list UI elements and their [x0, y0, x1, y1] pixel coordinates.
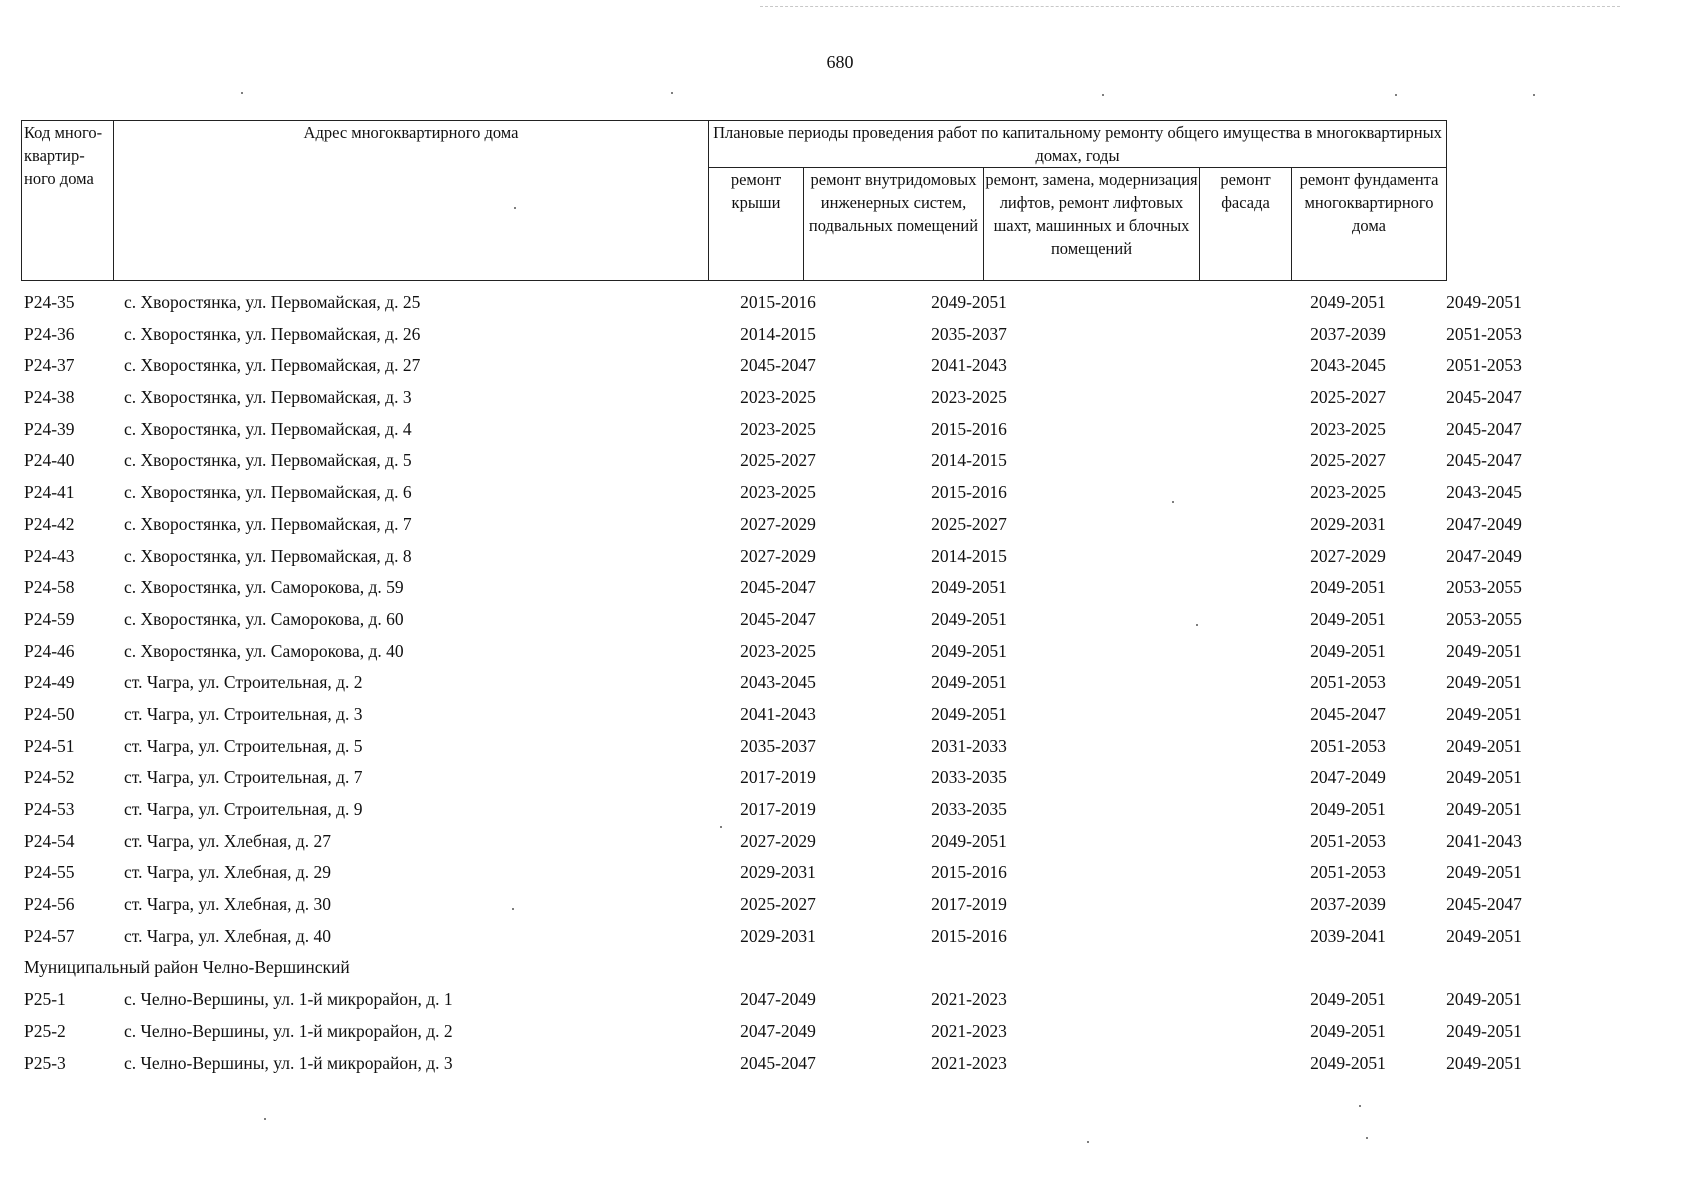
cell-address: с. Челно-Вершины, ул. 1-й микрорайон, д. 1: [124, 989, 453, 1010]
cell-address: ст. Чагра, ул. Хлебная, д. 30: [124, 894, 332, 915]
cell-foundation: 2049-2051: [1446, 925, 1522, 946]
cell-code: Р24-49: [24, 672, 75, 693]
header-roof: ремонт крыши: [709, 168, 804, 281]
scan-speck: [264, 1118, 266, 1120]
cell-engineering: 2049-2051: [931, 830, 1007, 851]
cell-facade: 2045-2047: [1310, 703, 1386, 724]
scan-speck: [1533, 94, 1535, 96]
table-row: [21, 641, 1571, 673]
page-number: 680: [826, 52, 854, 72]
cell-roof: 2025-2027: [740, 450, 816, 471]
cell-address: ст. Чагра, ул. Строительная, д. 7: [124, 767, 363, 788]
scan-speck: [1196, 624, 1198, 626]
cell-facade: 2049-2051: [1310, 577, 1386, 598]
cell-facade: 2049-2051: [1310, 799, 1386, 819]
scan-speck: [1102, 94, 1104, 96]
cell-roof: 2029-2031: [740, 862, 816, 883]
table-row: [21, 831, 1571, 863]
cell-roof: 2029-2031: [740, 925, 816, 946]
cell-address: с. Хворостянка, ул. Саморокова, д. 59: [124, 577, 404, 598]
cell-facade: 2025-2027: [1310, 387, 1386, 408]
cell-code: Р24-58: [24, 577, 75, 598]
cell-foundation: 2049-2051: [1446, 767, 1522, 788]
cell-engineering: 2049-2051: [931, 577, 1007, 598]
table-row: [21, 419, 1571, 451]
cell-engineering: 2015-2016: [931, 482, 1007, 503]
cell-engineering: 2035-2037: [931, 323, 1007, 344]
cell-code: Р24-36: [24, 323, 75, 344]
cell-engineering: 2014-2015: [931, 545, 1007, 566]
cell-address: с. Хворостянка, ул. Первомайская, д. 25: [124, 292, 421, 312]
cell-foundation: 2045-2047: [1446, 387, 1522, 408]
cell-roof: 2017-2019: [740, 799, 816, 819]
cell-roof: 2045-2047: [740, 608, 816, 629]
cell-address: ст. Чагра, ул. Строительная, д. 3: [124, 703, 363, 724]
cell-facade: 2049-2051: [1310, 608, 1386, 629]
table-body: [21, 292, 1571, 1084]
cell-code: Р25-2: [24, 1020, 66, 1041]
cell-roof: 2027-2029: [740, 545, 816, 566]
cell-foundation: 2053-2055: [1446, 608, 1522, 629]
cell-facade: 2039-2041: [1310, 925, 1386, 946]
header-code: Код много-квартир-ного дома: [22, 121, 114, 281]
scan-speck: [1359, 1105, 1361, 1107]
cell-address: ст. Чагра, ул. Хлебная, д. 27: [124, 830, 332, 851]
cell-foundation: 2041-2043: [1446, 830, 1522, 851]
cell-facade: 2049-2051: [1310, 989, 1386, 1010]
cell-address: с. Хворостянка, ул. Первомайская, д. 7: [124, 513, 412, 534]
cell-code: Р24-59: [24, 608, 75, 629]
cell-engineering: 2049-2051: [931, 640, 1007, 661]
header-foundation: ремонт фундамента многоквартирного дома: [1292, 168, 1447, 281]
cell-address: ст. Чагра, ул. Строительная, д. 2: [124, 672, 363, 693]
cell-engineering: 2049-2051: [931, 672, 1007, 693]
cell-engineering: 2021-2023: [931, 1020, 1007, 1041]
scan-speck: [1087, 1141, 1089, 1143]
header-facade: ремонт фасада: [1200, 168, 1292, 281]
cell-engineering: 2023-2025: [931, 387, 1007, 408]
table-row: [21, 989, 1571, 1021]
cell-code: Р24-57: [24, 925, 75, 946]
cell-code: Р24-50: [24, 703, 75, 724]
cell-foundation: 2049-2051: [1446, 703, 1522, 724]
cell-engineering: 2021-2023: [931, 1052, 1007, 1073]
table-row: [21, 1053, 1571, 1085]
cell-roof: 2023-2025: [740, 482, 816, 503]
section-row: [21, 957, 1571, 989]
cell-address: с. Хворостянка, ул. Первомайская, д. 3: [124, 387, 412, 408]
table-row: [21, 736, 1571, 768]
scan-speck: [1395, 94, 1397, 96]
cell-address: с. Хворостянка, ул. Первомайская, д. 8: [124, 545, 412, 566]
table-row: [21, 767, 1571, 799]
cell-address: с. Хворостянка, ул. Саморокова, д. 60: [124, 608, 404, 629]
table-row: [21, 577, 1571, 609]
scan-speck: [1172, 501, 1174, 503]
cell-foundation: 2045-2047: [1446, 418, 1522, 439]
cell-roof: 2027-2029: [740, 830, 816, 851]
cell-roof: 2045-2047: [740, 1052, 816, 1073]
cell-code: Р24-56: [24, 894, 75, 915]
cell-roof: 2015-2016: [740, 292, 816, 312]
table-row: [21, 799, 1571, 831]
cell-address: с. Хворостянка, ул. Первомайская, д. 5: [124, 450, 412, 471]
cell-engineering: 2049-2051: [931, 292, 1007, 312]
cell-facade: 2023-2025: [1310, 482, 1386, 503]
cell-engineering: 2015-2016: [931, 925, 1007, 946]
scan-speck: [1366, 1137, 1368, 1139]
cell-roof: 2047-2049: [740, 1020, 816, 1041]
table-row: [21, 704, 1571, 736]
table-row: [21, 609, 1571, 641]
table-row: [21, 355, 1571, 387]
table-row: [21, 862, 1571, 894]
cell-code: Р24-51: [24, 735, 75, 756]
cell-roof: 2045-2047: [740, 577, 816, 598]
table-header: [21, 120, 1447, 281]
cell-code: Р24-54: [24, 830, 75, 851]
table-row: [21, 1021, 1571, 1053]
header-periods: Плановые периоды проведения работ по капитальному ремонту общего имущества в многоквартирных домах, годы: [709, 121, 1447, 168]
cell-roof: 2025-2027: [740, 894, 816, 915]
scan-speck: [671, 92, 673, 94]
cell-address: с. Челно-Вершины, ул. 1-й микрорайон, д. 3: [124, 1052, 453, 1073]
cell-facade: 2037-2039: [1310, 323, 1386, 344]
cell-address: с. Челно-Вершины, ул. 1-й микрорайон, д. 2: [124, 1020, 453, 1041]
cell-roof: 2041-2043: [740, 703, 816, 724]
cell-foundation: 2049-2051: [1446, 292, 1522, 312]
cell-code: Р24-37: [24, 355, 75, 376]
cell-facade: 2029-2031: [1310, 513, 1386, 534]
table-row: [21, 546, 1571, 578]
cell-code: Р24-40: [24, 450, 75, 471]
cell-foundation: 2045-2047: [1446, 450, 1522, 471]
cell-roof: 2023-2025: [740, 418, 816, 439]
cell-engineering: 2049-2051: [931, 703, 1007, 724]
cell-foundation: 2049-2051: [1446, 862, 1522, 883]
cell-facade: 2023-2025: [1310, 418, 1386, 439]
cell-address: с. Хворостянка, ул. Первомайская, д. 26: [124, 323, 421, 344]
cell-facade: 2049-2051: [1310, 1020, 1386, 1041]
cell-facade: 2049-2051: [1310, 292, 1386, 312]
cell-foundation: 2045-2047: [1446, 894, 1522, 915]
cell-engineering: 2021-2023: [931, 989, 1007, 1010]
cell-code: Р24-55: [24, 862, 75, 883]
cell-code: Р25-1: [24, 989, 66, 1010]
cell-foundation: 2049-2051: [1446, 1020, 1522, 1041]
cell-engineering: 2014-2015: [931, 450, 1007, 471]
cell-address: с. Хворостянка, ул. Первомайская, д. 27: [124, 355, 421, 376]
table-row: [21, 926, 1571, 958]
cell-foundation: 2049-2051: [1446, 672, 1522, 693]
table-row: [21, 387, 1571, 419]
cell-address: с. Хворостянка, ул. Первомайская, д. 6: [124, 482, 412, 503]
cell-address: с. Хворостянка, ул. Саморокова, д. 40: [124, 640, 404, 661]
cell-foundation: 2053-2055: [1446, 577, 1522, 598]
cell-roof: 2035-2037: [740, 735, 816, 756]
header-lifts: ремонт, замена, модернизация лифтов, ремонт лифтовых шахт, машинных и блочных помещений: [984, 168, 1200, 281]
cell-code: Р24-46: [24, 640, 75, 661]
cell-roof: 2014-2015: [740, 323, 816, 344]
table-row: [21, 894, 1571, 926]
scan-speck: [512, 908, 514, 910]
table-row: [21, 324, 1571, 356]
section-title: Муниципальный район Челно-Вершинский: [24, 957, 350, 978]
table-row: [21, 514, 1571, 546]
cell-foundation: 2049-2051: [1446, 1052, 1522, 1073]
cell-address: ст. Чагра, ул. Строительная, д. 9: [124, 799, 363, 819]
cell-code: Р24-38: [24, 387, 75, 408]
cell-code: Р24-39: [24, 418, 75, 439]
cell-facade: 2049-2051: [1310, 1052, 1386, 1073]
scan-speck: [514, 207, 516, 209]
cell-address: ст. Чагра, ул. Хлебная, д. 40: [124, 925, 332, 946]
cell-foundation: 2049-2051: [1446, 735, 1522, 756]
cell-engineering: 2031-2033: [931, 735, 1007, 756]
cell-code: Р24-43: [24, 545, 75, 566]
cell-code: Р24-35: [24, 292, 75, 312]
cell-foundation: 2049-2051: [1446, 799, 1522, 819]
cell-address: ст. Чагра, ул. Строительная, д. 5: [124, 735, 363, 756]
cell-engineering: 2017-2019: [931, 894, 1007, 915]
cell-foundation: 2051-2053: [1446, 355, 1522, 376]
cell-facade: 2043-2045: [1310, 355, 1386, 376]
cell-engineering: 2041-2043: [931, 355, 1007, 376]
cell-engineering: 2033-2035: [931, 767, 1007, 788]
cell-foundation: 2047-2049: [1446, 513, 1522, 534]
cell-foundation: 2049-2051: [1446, 989, 1522, 1010]
cell-facade: 2037-2039: [1310, 894, 1386, 915]
scan-speck: [720, 826, 722, 828]
header-address: Адрес многоквартирного дома: [114, 121, 709, 281]
cell-foundation: 2051-2053: [1446, 323, 1522, 344]
header-engineering: ремонт внутридомовых инженерных систем, подвальных помещений: [804, 168, 984, 281]
cell-roof: 2045-2047: [740, 355, 816, 376]
table-row: [21, 482, 1571, 514]
scan-speck: [241, 92, 243, 94]
cell-engineering: 2033-2035: [931, 799, 1007, 819]
cell-roof: 2043-2045: [740, 672, 816, 693]
cell-roof: 2027-2029: [740, 513, 816, 534]
cell-code: Р24-41: [24, 482, 75, 503]
cell-facade: 2027-2029: [1310, 545, 1386, 566]
cell-address: с. Хворостянка, ул. Первомайская, д. 4: [124, 418, 412, 439]
cell-code: Р24-53: [24, 799, 75, 819]
cell-roof: 2017-2019: [740, 767, 816, 788]
table-row: [21, 450, 1571, 482]
cell-address: ст. Чагра, ул. Хлебная, д. 29: [124, 862, 332, 883]
cell-roof: 2047-2049: [740, 989, 816, 1010]
cell-foundation: 2043-2045: [1446, 482, 1522, 503]
cell-code: Р24-42: [24, 513, 75, 534]
cell-facade: 2051-2053: [1310, 830, 1386, 851]
cell-roof: 2023-2025: [740, 387, 816, 408]
cell-facade: 2051-2053: [1310, 735, 1386, 756]
cell-code: Р25-3: [24, 1052, 66, 1073]
cell-engineering: 2015-2016: [931, 418, 1007, 439]
cell-engineering: 2025-2027: [931, 513, 1007, 534]
cell-facade: 2049-2051: [1310, 640, 1386, 661]
cell-engineering: 2049-2051: [931, 608, 1007, 629]
cell-facade: 2051-2053: [1310, 862, 1386, 883]
cell-code: Р24-52: [24, 767, 75, 788]
table-row: [21, 672, 1571, 704]
table-row: [21, 292, 1571, 324]
cell-foundation: 2047-2049: [1446, 545, 1522, 566]
cell-facade: 2025-2027: [1310, 450, 1386, 471]
scan-top-edge: [760, 6, 1620, 7]
cell-engineering: 2015-2016: [931, 862, 1007, 883]
cell-facade: 2051-2053: [1310, 672, 1386, 693]
cell-foundation: 2049-2051: [1446, 640, 1522, 661]
cell-facade: 2047-2049: [1310, 767, 1386, 788]
cell-roof: 2023-2025: [740, 640, 816, 661]
